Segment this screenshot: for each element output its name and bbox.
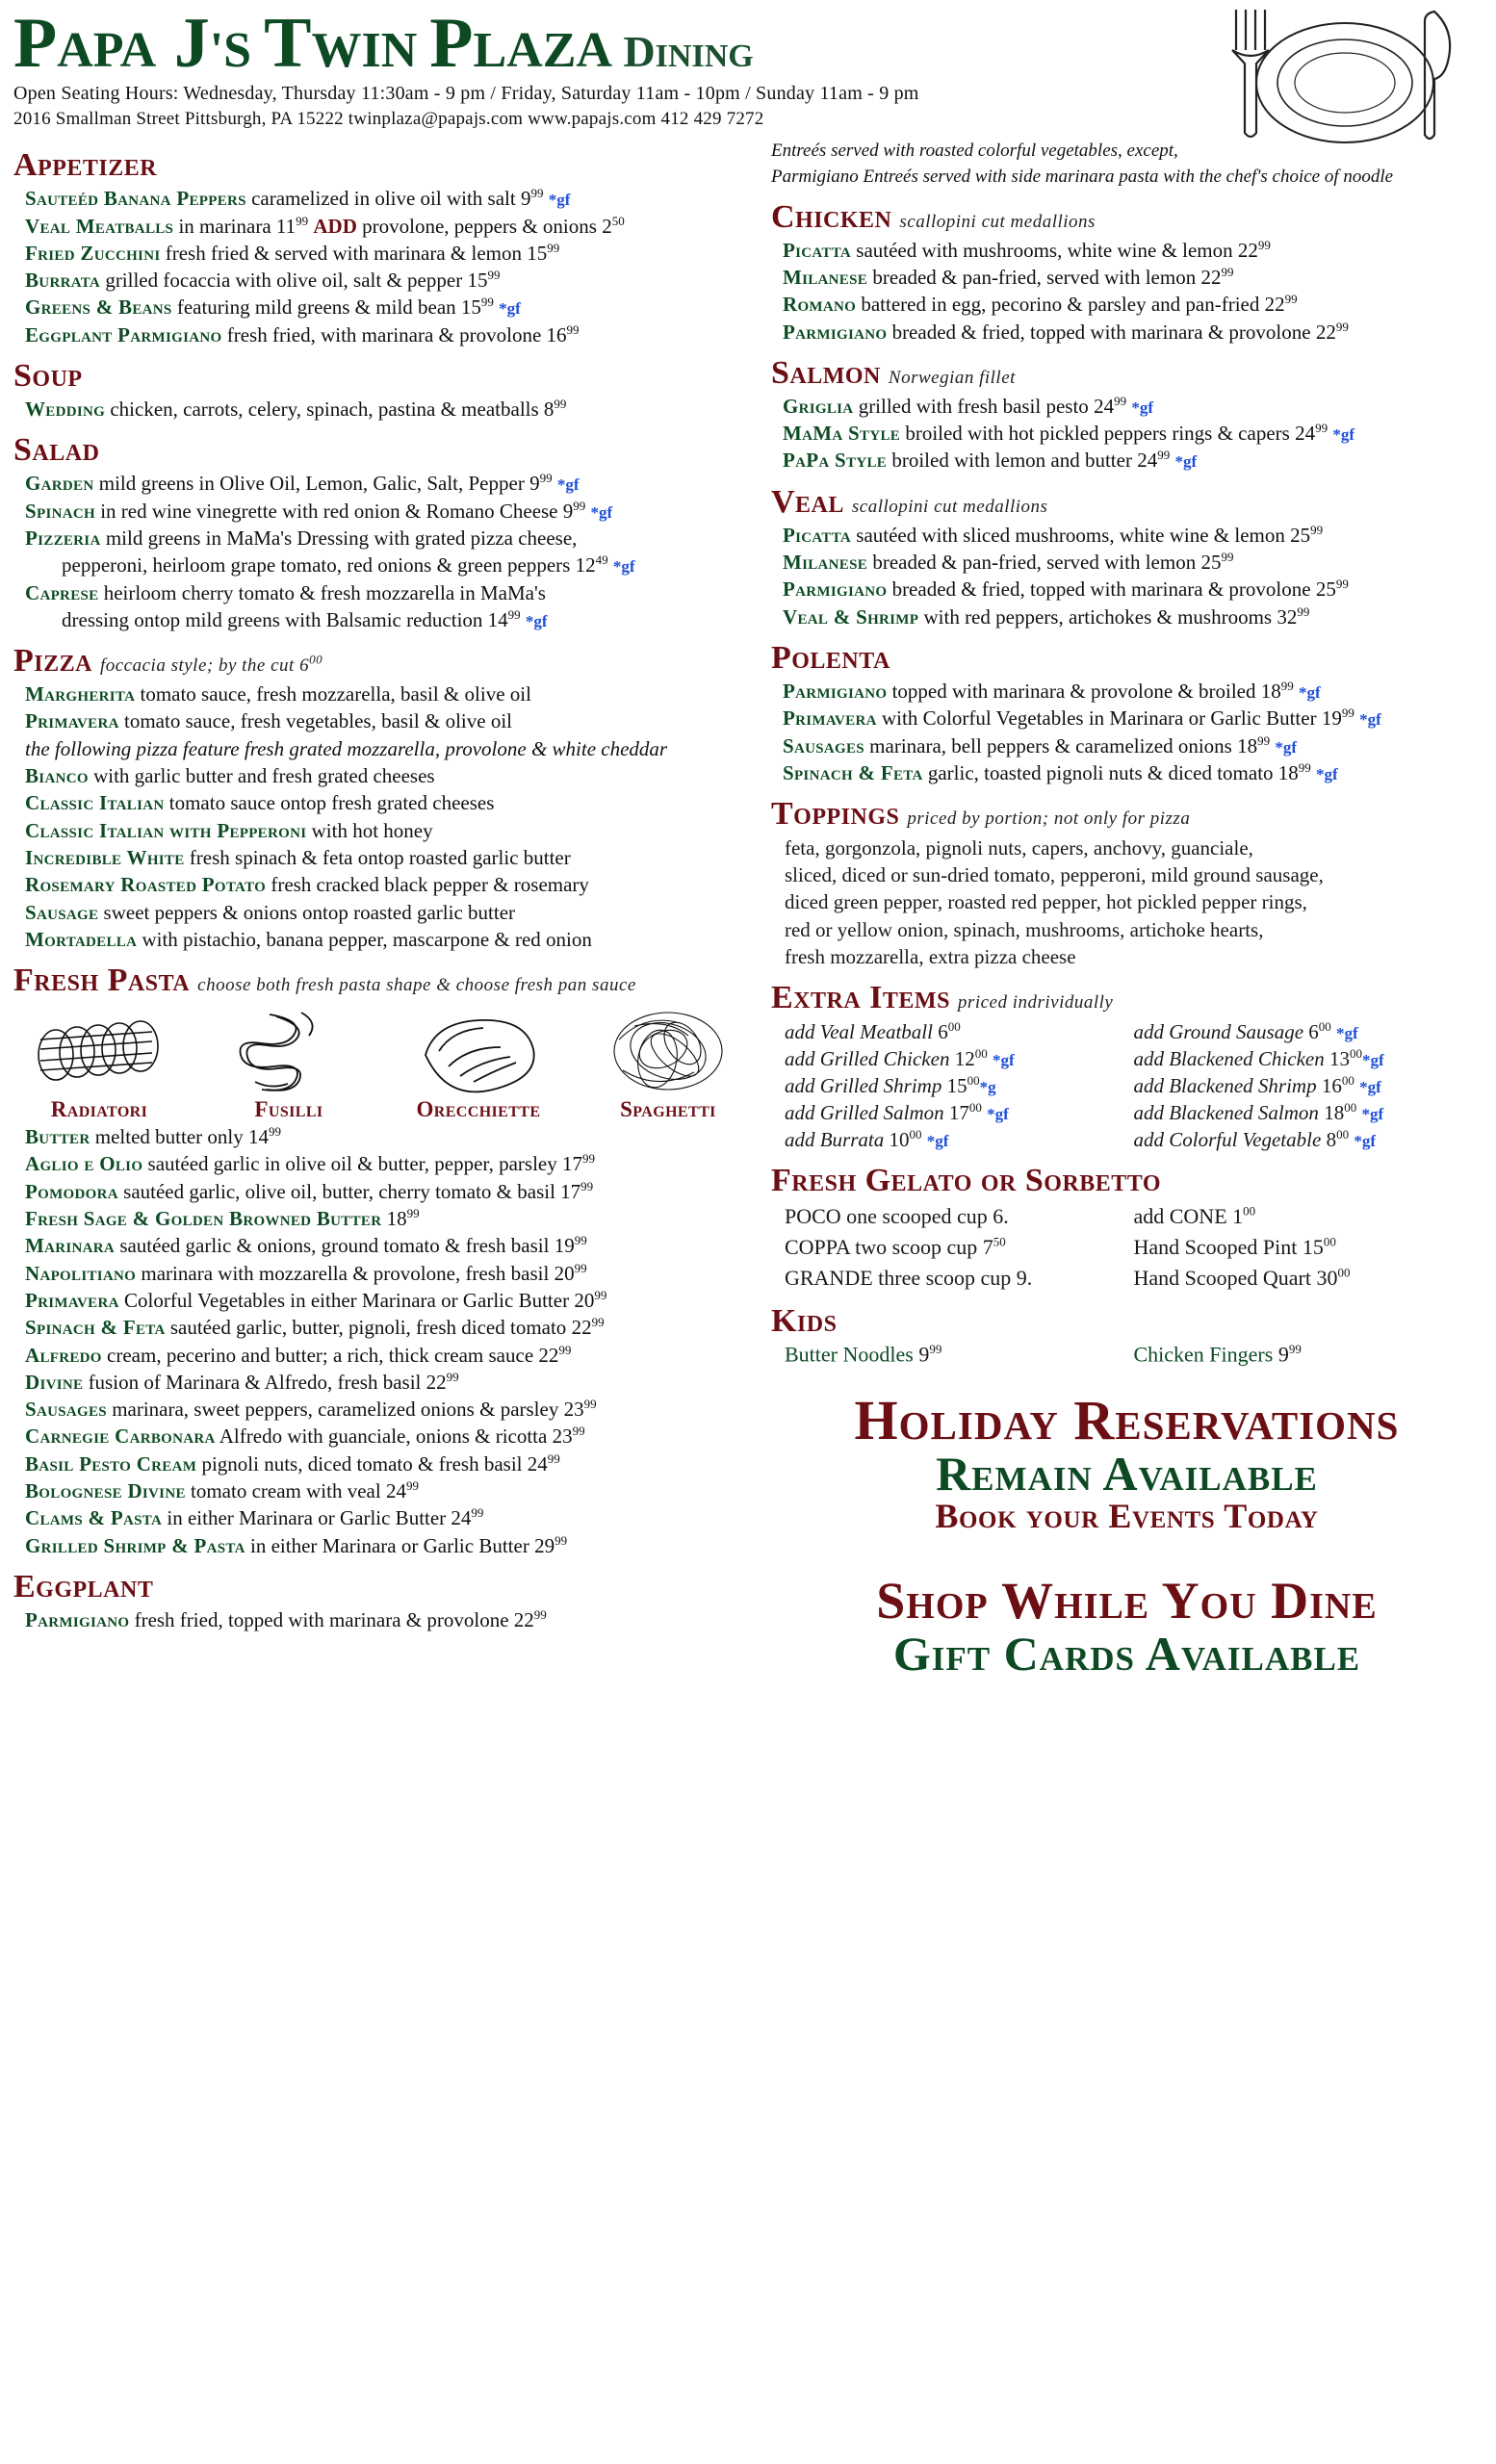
entrees-note-line1: Entreés served with roasted colorful vegetables, except, — [770, 141, 1178, 162]
menu-item: Sausages marinara, bell peppers & caramelized onions $18^{99}$ *gf — [782, 732, 1298, 757]
menu-item: Fried Zucchini fresh fried & served with marinara & lemon $15^{99}$ — [25, 240, 560, 265]
menu-item: Milanese breaded & pan-fried, served with lemon $22^{99}$ — [782, 264, 1234, 289]
restaurant-title: PAPA J'S TWIN PLAZA DINING — [13, 4, 754, 83]
section-extra-items-title: Extra Items priced indrividually — [770, 979, 1114, 1015]
section-gelato-title: Fresh Gelato or Sorbetto — [770, 1163, 1162, 1199]
menu-item: Marinara sautéed garlic & onions, ground tomato & fresh basil $19^{99}$ — [25, 1233, 587, 1258]
section-salmon-title: Salmon Norwegian fillet — [770, 354, 1016, 391]
extra-items-grid — [771, 1018, 1483, 1154]
toppings-line: sliced, diced or sun-dried tomato, pepperoni, mild ground sausage, — [784, 863, 1324, 887]
menu-item: Classic Italian tomato sauce ontop fresh grated cheeses — [25, 791, 495, 815]
pasta-label: Spaghetti — [620, 1097, 716, 1122]
menu-item: Pizzeria mild greens in MaMa's Dressing with grated pizza cheese, — [25, 526, 578, 550]
menu-item: Parmigiano topped with marinara & provolone & broiled $18^{99}$ *gf — [782, 678, 1321, 703]
extra-item-row: add Veal Meatball $6^{00}$ add Ground Sausage $6^{00}$ *gf — [784, 1018, 1358, 1043]
gelato-item: add CONE $1^{00}$ — [1133, 1204, 1256, 1229]
menu-item: Sauteéd Banana Peppers caramelized in olive oil with salt $9^{99}$ *gf — [25, 186, 571, 211]
menu-item: Griglia grilled with fresh basil pesto $24^{99}$ *gf — [782, 393, 1153, 418]
menu-item: Bianco with garlic butter and fresh grated cheeses — [25, 764, 435, 788]
menu-item: Picatta sautéed with sliced mushrooms, white wine & lemon $25^{99}$ — [782, 522, 1324, 547]
right-column — [771, 138, 1483, 1679]
plate-fork-knife-icon — [1186, 4, 1475, 167]
address-text: 2016 Smallman Street Pittsburgh, PA 15222 twinplaza@papajs.com www.papajs.com 412 429 7272 — [13, 109, 764, 130]
section-polenta-title: Polenta — [770, 639, 890, 676]
pasta-label: Fusilli — [254, 1097, 323, 1122]
menu-item: Veal Meatballs in marinara $11^{99}$ ADD provolone, peppers & onions $2^{50}$ — [25, 213, 625, 238]
menu-item: Parmigiano fresh fried, topped with marinara & provolone $22^{99}$ — [25, 1606, 547, 1631]
spaghetti-pasta-icon — [596, 1007, 740, 1093]
section-veal-title: Veal scallopini cut medallions — [770, 483, 1048, 520]
gelato-item: COPPA two scoop cup $7^{50}$ — [784, 1234, 1006, 1260]
pasta-shapes — [13, 1007, 754, 1122]
menu-columns — [0, 130, 1496, 1698]
holiday-promo — [771, 1389, 1483, 1535]
gelato-item: GRANDE three scoop cup 9. — [784, 1266, 1033, 1291]
promo2-line-2: Gift Cards Available — [892, 1626, 1361, 1681]
toppings-line: diced green pepper, roasted red pepper, hot pickled pepper rings, — [784, 890, 1307, 914]
extra-item-row: add Burrata $10^{00}$ *gf add Colorful Vegetable $8^{00}$ *gf — [784, 1127, 1376, 1152]
fresh-pasta-list — [13, 1124, 754, 1559]
menu-item: Carnegie Carbonara Alfredo with guanciale, onions & ricotta $23^{99}$ — [25, 1424, 585, 1449]
menu-item: Alfredo cream, pecerino and butter; a rich, thick cream sauce $22^{99}$ — [25, 1342, 572, 1367]
menu-item: Divine fusion of Marinara & Alfredo, fresh basil $22^{99}$ — [25, 1369, 459, 1394]
menu-item: Milanese breaded & pan-fried, served with lemon $25^{99}$ — [782, 550, 1234, 575]
menu-item: Primavera with Colorful Vegetables in Marinara or Garlic Butter $19^{99}$ *gf — [782, 706, 1381, 731]
menu-item: PaPa Style broiled with lemon and butter $24^{99}$ *gf — [782, 448, 1198, 473]
menu-item: Rosemary Roasted Potato fresh cracked black pepper & rosemary — [25, 873, 589, 897]
pasta-shape-radiatori — [17, 1007, 181, 1122]
section-fresh-pasta-title: Fresh Pasta choose both fresh pasta shape & choose fresh pan sauce — [13, 962, 636, 999]
menu-item: Parmigiano breaded & fried, topped with marinara & provolone $22^{99}$ — [782, 319, 1349, 344]
pasta-label: Orecchiette — [416, 1097, 541, 1122]
menu-item: Spinach & Feta sautéed garlic, butter, pignoli, fresh diced tomato $22^{99}$ — [25, 1315, 605, 1340]
section-chicken-title: Chicken scallopini cut medallions — [770, 198, 1096, 235]
promo2-line-1: Shop While You Dine — [876, 1572, 1378, 1630]
pizza-note: the following pizza feature fresh grated mozzarella, provolone & white cheddar — [25, 736, 668, 760]
kids-item: Butter Noodles $9^{99}$ — [784, 1342, 942, 1367]
gelato-item: Hand Scooped Pint $15^{00}$ — [1133, 1234, 1336, 1260]
menu-item: Spinach & Feta garlic, toasted pignoli nuts & diced tomato $18^{99}$ *gf — [782, 759, 1338, 784]
menu-item: Mortadella with pistachio, banana pepper, mascarpone & red onion — [25, 927, 592, 951]
menu-item: Pomodora sautéed garlic, olive oil, butter, cherry tomato & basil $17^{99}$ — [25, 1178, 594, 1203]
menu-item: Incredible White fresh spinach & feta ontop roasted garlic butter — [25, 845, 571, 869]
promo-line-1: Holiday Reservations — [854, 1389, 1400, 1452]
section-eggplant-title: Eggplant — [13, 1568, 154, 1604]
menu-item: Spinach in red wine vinegrette with red onion & Romano Cheese $9^{99}$ *gf — [25, 498, 613, 523]
menu-item: Veal & Shrimp with red peppers, artichokes & mushrooms $32^{99}$ — [782, 603, 1310, 629]
left-column — [13, 138, 754, 1634]
radiatori-pasta-icon — [27, 1007, 171, 1093]
extra-item-row: add Grilled Shrimp $15^{00}*g$ add Blackened Shrimp $16^{00}$ *gf — [784, 1073, 1381, 1097]
menu-item: Greens & Beans featuring mild greens & mild bean $15^{99}$ *gf — [25, 295, 521, 320]
section-toppings-title: Toppings priced by portion; not only for pizza — [770, 796, 1191, 833]
menu-item: Margherita tomato sauce, fresh mozzarella, basil & olive oil — [25, 682, 531, 706]
menu-item: Fresh Sage & Golden Browned Butter $18^{99}$ — [25, 1206, 420, 1231]
pasta-shape-orecchiette — [397, 1007, 560, 1122]
pasta-label: Radiatori — [50, 1097, 148, 1122]
menu-item: Wedding chicken, carrots, celery, spinach, pastina & meatballs $8^{99}$ — [25, 397, 567, 422]
gelato-item: POCO one scooped cup 6. — [784, 1204, 1009, 1229]
section-appetizer-title: Appetizer — [13, 147, 158, 184]
extra-item-row: add Grilled Salmon $17^{00}$ *gf add Blackened Salmon $18^{00}$ *gf — [784, 1100, 1384, 1125]
header — [0, 0, 1496, 130]
gelato-item: Hand Scooped Quart $30^{00}$ — [1133, 1265, 1351, 1291]
menu-item-continuation: dressing ontop mild greens with Balsamic reduction $14^{99}$ *gf — [62, 606, 548, 631]
menu-item: MaMa Style broiled with hot pickled peppers rings & capers $24^{99}$ *gf — [782, 421, 1354, 446]
pasta-shape-fusilli — [207, 1007, 371, 1122]
kids-item: Chicken Fingers $9^{99}$ — [1133, 1342, 1302, 1367]
promo-line-2: Remain Available — [936, 1446, 1318, 1501]
toppings-line: feta, gorgonzola, pignoli nuts, capers, anchovy, guanciale, — [784, 836, 1253, 860]
menu-item: Caprese heirloom cherry tomato & fresh mozzarella in MaMa's — [25, 580, 546, 604]
menu-item: Garden mild greens in Olive Oil, Lemon, Galic, Salt, Pepper $9^{99}$ *gf — [25, 471, 580, 496]
hours-text: Open Seating Hours: Wednesday, Thursday 11:30am - 9 pm / Friday, Saturday 11am - 10pm / Sunday 11am - 9 pm — [13, 83, 919, 105]
entrees-note-line2: Parmigiano Entreés served with side marinara pasta with the chef's choice of noodle — [770, 166, 1394, 187]
kids-grid — [771, 1342, 1483, 1367]
menu-item: Romano battered in egg, pecorino & parsley and pan-fried $22^{99}$ — [782, 292, 1298, 317]
menu-item: Primavera tomato sauce, fresh vegetables, basil & olive oil — [25, 709, 512, 733]
menu-item: Eggplant Parmigiano fresh fried, with marinara & provolone $16^{99}$ — [25, 321, 580, 346]
menu-item: Classic Italian with Pepperoni with hot honey — [25, 818, 433, 842]
menu-item: Parmigiano breaded & fried, topped with marinara & provolone $25^{99}$ — [782, 577, 1349, 602]
menu-item: Napolitiano marinara with mozzarella & provolone, fresh basil $20^{99}$ — [25, 1260, 587, 1285]
gift-card-promo — [771, 1574, 1483, 1679]
menu-item: Aglio e Olio sautéed garlic in olive oil & butter, pepper, parsley $17^{99}$ — [25, 1151, 595, 1176]
orecchiette-pasta-icon — [406, 1007, 551, 1093]
menu-item: Sausages marinara, sweet peppers, caramelized onions & parsley $23^{99}$ — [25, 1397, 597, 1422]
appetizer-list — [13, 186, 754, 348]
menu-item: Primavera Colorful Vegetables in either Marinara or Garlic Butter $20^{99}$ — [25, 1287, 607, 1312]
menu-item: Basil Pesto Cream pignoli nuts, diced tomato & fresh basil $24^{99}$ — [25, 1450, 560, 1476]
section-salad-title: Salad — [13, 432, 100, 469]
gelato-grid — [771, 1201, 1483, 1294]
menu-item: Picatta sautéed with mushrooms, white wine & lemon $22^{99}$ — [782, 237, 1271, 262]
menu-item: Burrata grilled focaccia with olive oil, salt & pepper $15^{99}$ — [25, 268, 501, 293]
menu-item: Grilled Shrimp & Pasta in either Marinara or Garlic Butter $29^{99}$ — [25, 1532, 568, 1557]
toppings-line: fresh mozzarella, extra pizza cheese — [784, 944, 1076, 968]
menu-item: Butter melted butter only $14^{99}$ — [25, 1124, 281, 1149]
fusilli-pasta-icon — [217, 1007, 361, 1093]
menu-item: Clams & Pasta in either Marinara or Garlic Butter $24^{99}$ — [25, 1505, 484, 1530]
menu-item: Bolognese Divine tomato cream with veal $24^{99}$ — [25, 1477, 419, 1502]
promo-line-3: Book your Events Today — [935, 1496, 1319, 1535]
toppings-line: red or yellow onion, spinach, mushrooms, artichoke hearts, — [784, 917, 1264, 941]
section-kids-title: Kids — [770, 1303, 838, 1340]
pasta-shape-spaghetti — [586, 1007, 750, 1122]
extra-item-row: add Grilled Chicken $12^{00}$ *gf add Blackened Chicken $13^{00}*gf$ — [784, 1045, 1384, 1070]
section-pizza-title: Pizza foccacia style; by the cut $6^{00}$ — [13, 643, 323, 680]
section-soup-title: Soup — [13, 358, 83, 395]
menu-item: Sausage sweet peppers & onions ontop roasted garlic butter — [25, 900, 516, 924]
menu-item-continuation: pepperoni, heirloom grape tomato, red onions & green peppers $12^{49}$ *gf — [62, 552, 635, 578]
